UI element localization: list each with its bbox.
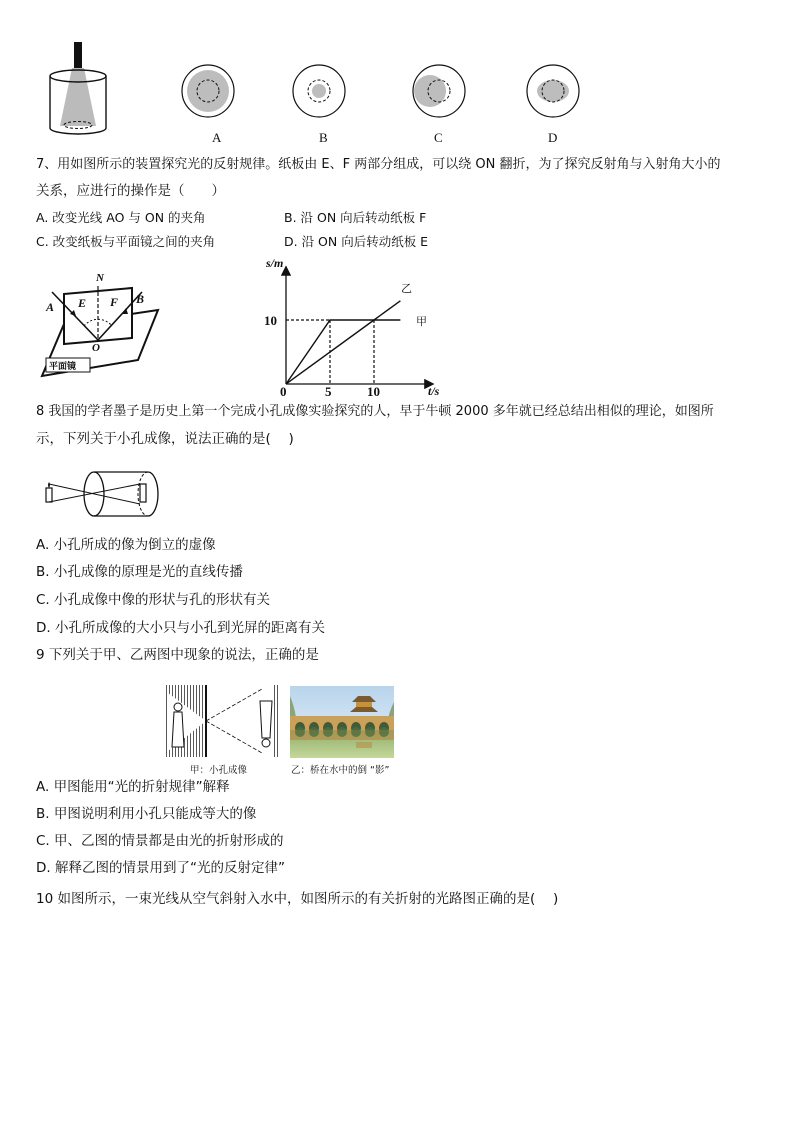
series-line-jia xyxy=(286,320,400,384)
q8-option-a[interactable]: A. 小孔所成的像为倒立的虚像 xyxy=(36,537,216,553)
q9-option-d[interactable]: D. 解释乙图的情景用到了“光的反射定律” xyxy=(36,860,285,876)
q8-stem-line2: 示，下列关于小孔成像，说法正确的是( ) xyxy=(36,431,294,447)
q9-option-b[interactable]: B. 甲图说明利用小孔只能成等大的像 xyxy=(36,806,257,822)
origin-label: 0 xyxy=(280,384,287,399)
st-graph xyxy=(262,258,452,400)
label-n: N xyxy=(96,272,104,284)
q7-stem-line1: 7、用如图所示的装置探究光的反射规律。纸板由 E、F 两部分组成，可以绕 ON 翻折，为了探究反射角与入射角大小的 xyxy=(36,157,721,172)
x-tick-10: 10 xyxy=(367,384,380,399)
q9-caption-yi: 乙：桥在水中的倒 “影” xyxy=(291,765,390,776)
pinhole-camera-figure xyxy=(40,466,164,524)
q9-figure-yi xyxy=(290,686,394,758)
label-f: F xyxy=(110,295,119,309)
st-graph-svg xyxy=(262,258,452,400)
q7-option-b[interactable]: B. 沿 ON 向后转动纸板 F xyxy=(284,210,427,225)
option-d-label: D xyxy=(548,130,558,145)
option-c-label: C xyxy=(434,130,443,145)
q7-stem-line2: 关系，应进行的操作是（ ） xyxy=(36,183,225,199)
q8-stem-line1: 8 我国的学者墨子是历史上第一个完成小孔成像实验探究的人，早于牛顿 2000 多年就已经总结出相似的理论，如图所 xyxy=(36,404,714,419)
q9-caption-jia: 甲：小孔成像 xyxy=(190,765,248,776)
q6-figure xyxy=(40,36,600,148)
light-beam xyxy=(60,68,96,126)
q7-reflection-figure xyxy=(36,272,168,382)
q8-option-c[interactable]: C. 小孔成像中像的形状与孔的形状有关 xyxy=(36,592,271,608)
series-line-yi xyxy=(286,301,400,384)
q7-option-a[interactable]: A. 改变光线 AO 与 ON 的夹角 xyxy=(36,210,206,225)
x-tick-5: 5 xyxy=(325,384,332,399)
series-yi-label: 乙 xyxy=(401,282,412,295)
option-b-label: B xyxy=(319,130,328,145)
label-o: O xyxy=(92,342,100,354)
label-a: A xyxy=(46,300,55,314)
label-b: B xyxy=(136,292,145,306)
q9-option-a[interactable]: A. 甲图能用“光的折射规律”解释 xyxy=(36,779,230,795)
y-tick-10: 10 xyxy=(264,313,277,328)
x-axis-label: t/s xyxy=(428,384,440,398)
q10-stem: 10 如图所示，一束光线从空气斜射入水中，如图所示的有关折射的光路图正确的是( ) xyxy=(36,891,559,907)
q9-stem: 9 下列关于甲、乙两图中现象的说法，正确的是 xyxy=(36,647,319,663)
q7-option-d[interactable]: D. 沿 ON 向后转动纸板 E xyxy=(284,234,429,249)
option-a-label: A xyxy=(212,130,222,145)
q7-option-c[interactable]: C. 改变纸板与平面镜之间的夹角 xyxy=(36,234,216,249)
q9-figure-jia xyxy=(166,685,278,757)
q9-option-c[interactable]: C. 甲、乙图的情景都是由光的折射形成的 xyxy=(36,833,284,849)
series-jia-label: 甲 xyxy=(416,315,427,328)
label-mirror: 平面镜 xyxy=(49,362,77,372)
bridge-photo xyxy=(290,686,394,758)
q8-option-b[interactable]: B. 小孔成像的原理是光的直线传播 xyxy=(36,564,243,580)
q8-option-d[interactable]: D. 小孔所成像的大小只与小孔到光屏的距离有关 xyxy=(36,620,325,636)
y-axis-label: s/m xyxy=(266,256,284,270)
flashlight xyxy=(74,42,82,68)
label-e: E xyxy=(78,296,87,310)
